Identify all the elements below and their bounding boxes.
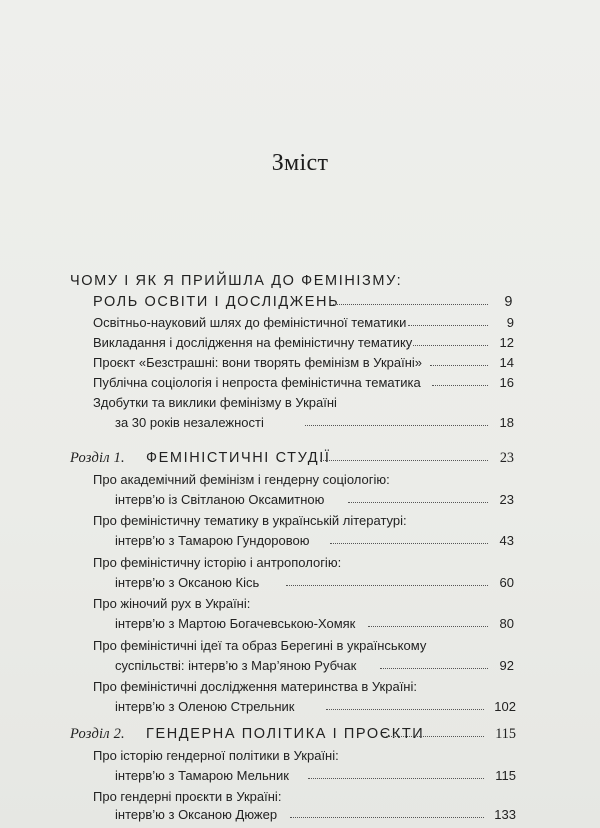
toc-entry[interactable] [0,313,520,333]
leader-dots [413,345,488,346]
section-label: Розділ 2. [70,726,125,742]
entry-title: Про феміністичну тематику в українській літературі: [93,513,407,528]
entry-title: Викладання і дослідження на феміністичну тематику [93,335,413,350]
entry-title: Проєкт «Безстрашні: вони творять фемінізм в Україні» [93,355,423,370]
section-name: ГЕНДЕРНА ПОЛІТИКА І ПРОЄКТИ [146,726,425,742]
toc-entry[interactable] [0,413,520,433]
leader-dots [386,736,484,737]
page-number: 18 [499,415,514,430]
page-number: 80 [499,616,514,631]
page-number: 92 [499,658,514,673]
page-number: 60 [499,575,514,590]
leader-dots [326,709,484,710]
entry-title: Про академічний фемінізм і гендерну соціологію: [93,472,390,487]
toc-entry-line1[interactable] [0,677,520,697]
leader-dots [333,304,488,305]
page-number: 133 [494,807,516,822]
page-number: 23 [499,492,514,507]
toc-section-1[interactable] [0,448,520,468]
toc-entry-line1[interactable] [0,553,520,573]
entry-title: Про гендерні проєкти в Україні: [93,789,282,804]
toc-entry-line1[interactable] [0,636,520,656]
entry-title-cont: інтерв’ю з Оксаною Кісь [115,575,260,590]
toc-entry-line1[interactable] [0,470,520,490]
intro-heading-text-1: ЧОМУ І ЯК Я ПРИЙШЛА ДО ФЕМІНІЗМУ: [70,273,403,289]
toc-entry[interactable] [0,697,520,717]
toc-entry-line1[interactable] [0,511,520,531]
toc-entry-line1[interactable] [0,393,520,413]
section-label: Розділ 1. [70,450,125,466]
intro-heading-line1 [0,271,520,291]
toc-entry[interactable] [0,353,520,373]
entry-title-cont: інтерв’ю з Оксаною Дюжер [115,807,278,822]
toc-entry[interactable] [0,573,520,593]
leader-dots [380,668,488,669]
section-name: ФЕМІНІСТИЧНІ СТУДІЇ [146,450,331,466]
entry-title: Здобутки та виклики фемінізму в Україні [93,395,337,410]
leader-dots [408,325,488,326]
page-number: 14 [499,355,514,370]
leader-dots [348,502,488,503]
entry-title-cont: за 30 років незалежності [115,415,264,430]
leader-dots [430,365,488,366]
leader-dots [368,626,488,627]
entry-title: Про феміністичні ідеї та образ Берегині в українському [93,638,427,653]
entry-title-cont: інтерв’ю з Оленою Стрельник [115,699,295,714]
leader-dots [330,543,488,544]
entry-title: Про феміністичні дослідження материнства в Україні: [93,679,417,694]
intro-heading-text-2: РОЛЬ ОСВІТИ І ДОСЛІДЖЕНЬ [93,294,340,310]
leader-dots [308,778,484,779]
page-number: 9 [504,294,514,310]
page-number: 115 [495,726,516,742]
toc-entry[interactable] [0,373,520,393]
toc-entry-line1[interactable] [0,746,520,766]
entry-title: Про історію гендерної політики в Україні: [93,748,339,763]
toc-entry-line1[interactable] [0,787,520,807]
entry-title: Освітньо-науковий шлях до феміністичної тематики [93,315,407,330]
page-number: 23 [499,450,514,466]
entry-title-cont: інтерв’ю з Тамарою Гундоровою [115,533,310,548]
entry-title-cont: інтерв’ю з Мартою Богачевською-Хомяк [115,616,356,631]
toc-entry[interactable] [0,531,520,551]
page-number: 115 [495,768,516,783]
toc-entry[interactable] [0,614,520,634]
leader-dots [286,585,488,586]
page-title: Зміст [271,150,329,176]
page-number: 43 [499,533,514,548]
toc-entry[interactable] [0,490,520,510]
leader-dots [290,817,484,818]
toc-entry[interactable] [0,766,520,786]
entry-title: Публічна соціологія і непроста феміністична тематика [93,375,421,390]
page-number: 102 [494,699,516,714]
entry-title: Про жіночий рух в Україні: [93,596,251,611]
toc-entry[interactable] [0,333,520,353]
toc-entry-line1[interactable] [0,594,520,614]
leader-dots [432,385,488,386]
leader-dots [320,460,488,461]
toc-entry-intro[interactable] [0,292,520,312]
entry-title-cont: суспільстві: інтерв’ю з Мар’яною Рубчак [115,658,357,673]
page-number: 12 [499,335,514,350]
entry-title-cont: інтерв’ю із Світланою Оксамитною [115,492,325,507]
page-number: 9 [506,315,514,330]
toc-entry[interactable] [0,805,520,825]
toc-entry[interactable] [0,656,520,676]
page-number: 16 [499,375,514,390]
entry-title: Про феміністичну історію і антропологію: [93,555,342,570]
toc-section-2[interactable] [0,724,520,744]
entry-title-cont: інтерв’ю з Тамарою Мельник [115,768,289,783]
leader-dots [305,425,488,426]
